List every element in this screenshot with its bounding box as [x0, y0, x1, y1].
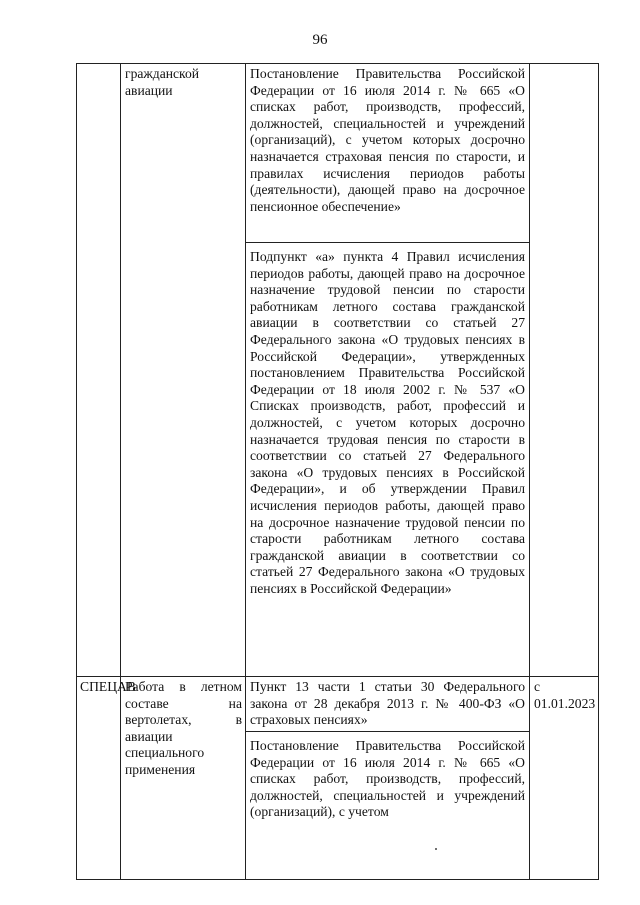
source-item: Постановление Правительства Российской Федерации от 16 июля 2014 г. № 665 «О списках работ, производств, профессий, должностей, специальностей и учреждений (организаций), с учетом — [246, 731, 529, 838]
code-cell: СПЕЦАВ — [77, 677, 121, 880]
sources-cell — [246, 64, 530, 677]
date-cell — [530, 64, 599, 677]
page-number: 96 — [312, 32, 328, 48]
source-item: Подпункт «а» пункта 4 Правил исчисления периодов работы, дающей право на досрочное назначение трудовой пенсии по старости работникам летного состава гражданской авиации в соответствии со статьей 27 Федерального закона «О трудовых пенсиях в Российской Федерации», утвержденных постановлением Правительства Российской Федерации от 18 июля 2002 г. № 537 «О Списках производств, работ, профессий и должностей, с учетом которых досрочно назначается трудовая пенсия по старости в соответствии со статьей 27 Федерального закона «О трудовых пенсиях в Российской Федерации», и об утверждении Правил исчисления периодов работы, дающей право на досрочное назначение трудовой пенсии по старости работникам летного состава гражданской авиации в соответствии со статьей 27 Федерального закона «О трудовых пенсиях в Российской Федерации» — [246, 242, 529, 673]
document-table — [76, 63, 599, 880]
source-item: Постановление Правительства Российской Федерации от 16 июля 2014 г. № 665 «О списках работ, производств, профессий, должностей, специальностей и учреждений (организаций), с учетом которых досрочно назначается страховая пенсия по старости, и правилах исчисления периодов работы (деятельности), дающей право на досрочное пенсионное обеспечение» — [250, 66, 525, 214]
sources-cell — [246, 677, 530, 880]
date-cell: с 01.01.2023 — [530, 677, 599, 880]
table-row — [77, 677, 599, 880]
table-row — [77, 64, 599, 677]
scan-dot — [435, 848, 437, 850]
description-cell: гражданской авиации — [121, 64, 246, 677]
description-cell: Работа в летном составе на вертолетах, в авиации специального применения — [121, 677, 246, 880]
code-cell — [77, 64, 121, 677]
source-item: Пункт 13 части 1 статьи 30 Федерального закона от 28 декабря 2013 г. № 400-ФЗ «О страховых пенсиях» — [250, 679, 525, 728]
